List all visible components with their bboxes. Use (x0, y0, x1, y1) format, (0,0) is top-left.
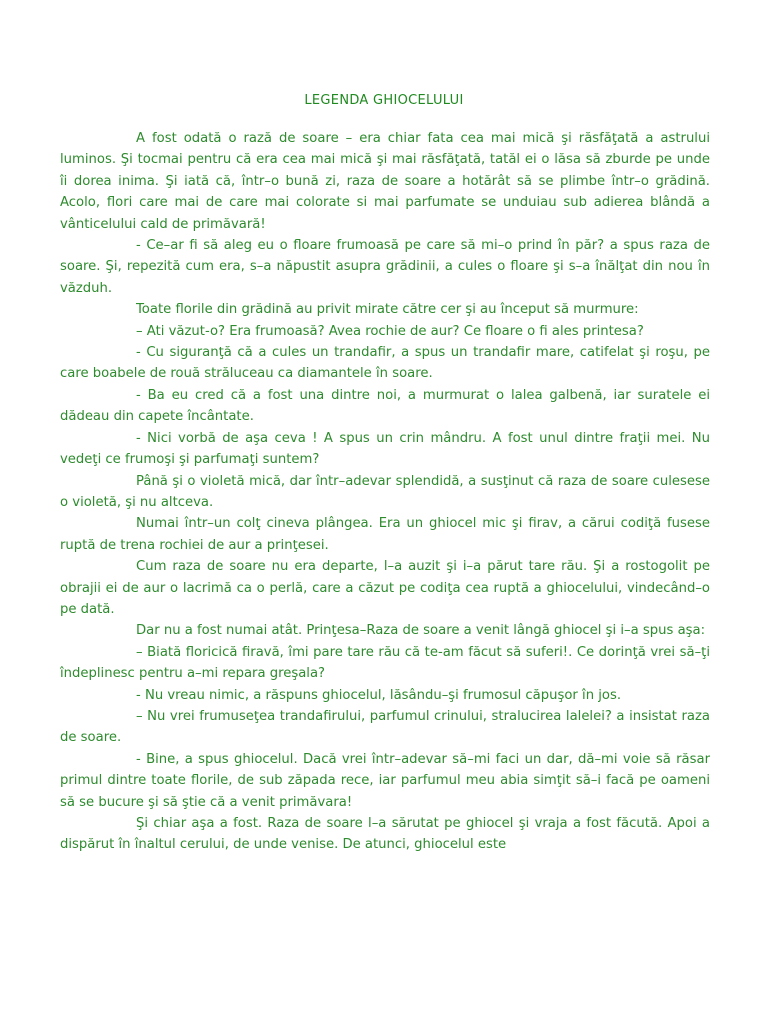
paragraph: - Nici vorbă de aşa ceva ! A spus un crin mândru. A fost unul dintre fraţii mei. Nu vedeţi ce frumoşi şi parfumaţi suntem? (60, 430, 710, 468)
paragraph: – Nu vrei frumuseţea trandafirului, parfumul crinului, stralucirea lalelei? a insistat raza de soare. (60, 708, 710, 746)
document-body (60, 128, 710, 856)
paragraph: – Ati văzut-o? Era frumoasă? Avea rochie de aur? Ce floare o fi ales printesa? (136, 323, 644, 339)
paragraph: – Biată floricică firavă, îmi pare tare rău că te-am făcut să suferi!. Ce dorinţă vrei să–ţi îndeplinesc pentru a–mi repara greşala? (60, 644, 710, 682)
paragraph: Toate florile din grădină au privit mirate către cer şi au început să murmure: (136, 302, 639, 318)
paragraph: Până şi o violetă mică, dar într–adevar splendidă, a susţinut că raza de soare culesese o violetă, şi nu altceva. (60, 473, 710, 510)
paragraph: - Bine, a spus ghiocelul. Dacă vrei într–adevar să–mi faci un dar, dă–mi voie să răsar primul dintre toate florile, de sub zăpada rece, iar parfumul meu abia simţit să–i facă pe oameni să se bucure şi să ştie că a venit primăvara! (60, 751, 710, 810)
paragraph: Cum raza de soare nu era departe, l–a auzit şi i–a părut tare rău. Şi a rostogolit pe obrajii ei de aur o lacrimă ca o perlă, care a căzut pe codiţa cea ruptă a ghiocelului, vindecând–o pe dată. (60, 559, 710, 617)
paragraph: A fost odată o rază de soare – era chiar fata cea mai mică şi răsfăţată a astrului luminos. Şi tocmai pentru că era cea mai mică şi mai răsfăţată, tatăl ei o lăsa să zburde pe unde îi dorea inima. Şi iată că, într–o bună zi, raza de soare a hotărât să se plimbe într–o grădină. Acolo, flori care mai de care mai colorate si mai parfumate se unduiau sub adierea blândă a vânticelului cald de primăvară! (60, 131, 710, 232)
paragraph: Dar nu a fost numai atât. Prinţesa–Raza de soare a venit lângă ghiocel şi i–a spus aşa: (136, 623, 706, 639)
paragraph: - Nu vreau nimic, a răspuns ghiocelul, lăsându–şi frumosul căpuşor în jos. (136, 687, 622, 703)
paragraph: - Ce–ar fi să aleg eu o floare frumoasă pe care să mi–o prind în păr? a spus raza de soare. Şi, repezită cum era, s–a năpustit asupra grădinii, a cules o floare şi s–a înălţat din nou în văzduh. (60, 238, 710, 296)
paragraph: - Ba eu cred că a fost una dintre noi, a murmurat o lalea galbenă, iar suratele ei dădeau din capete încântate. (60, 387, 710, 425)
document-title: LEGENDA GHIOCELULUI (304, 93, 464, 108)
paragraph: Numai într–un colţ cineva plângea. Era un ghiocel mic şi firav, a cărui codiţă fusese ruptă de trena rochiei de aur a prinţesei. (60, 516, 710, 553)
paragraph: - Cu siguranţă că a cules un trandafir, a spus un trandafir mare, catifelat şi roşu, pe care boabele de rouă străluceau ca diamantele în soare. (60, 345, 710, 382)
paragraph: Şi chiar aşa a fost. Raza de soare l–a sărutat pe ghiocel şi vraja a fost făcută. Apoi a dispărut în înaltul cerului, de unde venise. De atunci, ghiocelul este (60, 816, 710, 853)
